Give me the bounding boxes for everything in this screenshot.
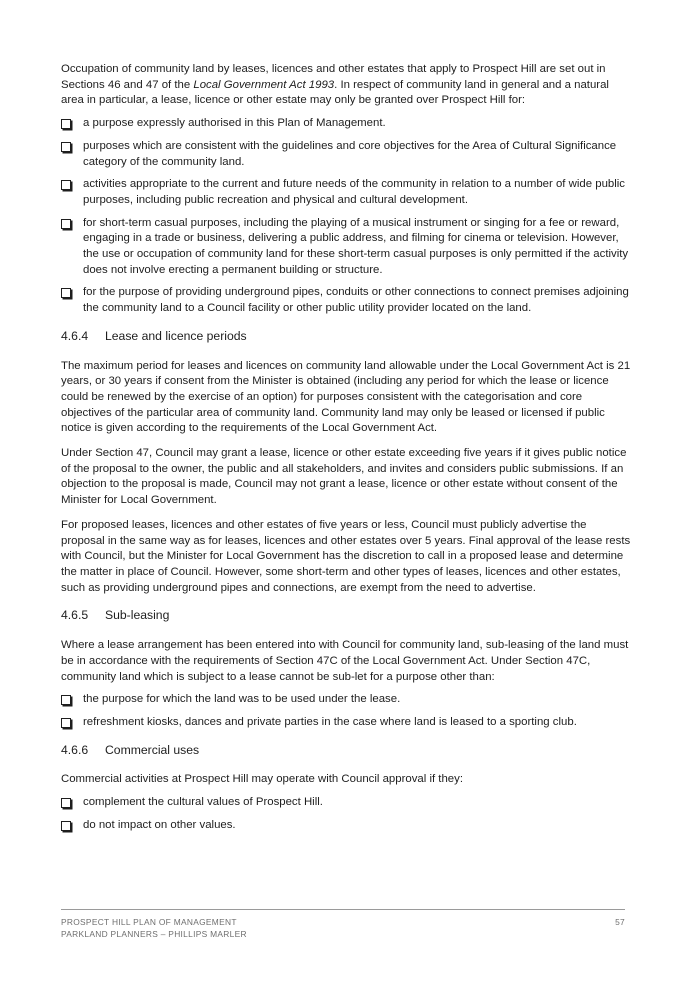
checkbox-bullet-icon bbox=[61, 695, 71, 705]
checkbox-bullet-icon bbox=[61, 119, 71, 129]
checkbox-bullet-icon bbox=[61, 821, 71, 831]
section-heading-4-6-6 bbox=[61, 743, 631, 759]
list-item: do not impact on other values. bbox=[61, 818, 631, 834]
checkbox-bullet-icon bbox=[61, 718, 71, 728]
footer-author: PARKLAND PLANNERS – PHILLIPS MARLER bbox=[61, 929, 247, 939]
intro-text-1: Occupation of community land by leases, licences and other estates that apply to Prospect Hill are set out in Sections 46 and 47 of the bbox=[61, 63, 606, 91]
list-item: refreshment kiosks, dances and private parties in the case where land is leased to a sporting club. bbox=[61, 715, 631, 731]
page-footer bbox=[61, 909, 625, 940]
checkbox-bullet-icon bbox=[61, 798, 71, 808]
section-number: 4.6.6 bbox=[61, 742, 89, 757]
checkbox-bullet-icon bbox=[61, 288, 71, 298]
list-item: for the purpose of providing underground pipes, conduits or other connections to connect premises adjoining the community land to a Council facility or other public utility provider located on the land. bbox=[61, 285, 631, 316]
section-number: 4.6.5 bbox=[61, 608, 89, 623]
section-47-paragraph: Under Section 47, Council may grant a lease, licence or other estate exceeding five years if it gives public notice of the proposal to the owner, the public and all stakeholders, and invites and considers public submissions. If an objection to the proposal is made, Council may not grant a lease, licence or other estate without consent of the Minister for Local Government. bbox=[61, 447, 627, 507]
list-item: for short-term casual purposes, including the playing of a musical instrument or singing for a fee or reward, engaging in a trade or business, delivering a public address, and filming for cinema or television. However, the use or occupation of community land for these short-term casual purposes is only permitted if the activity does not involve erecting a permanent building or structure. bbox=[61, 216, 631, 279]
sub-leasing-bullet-list bbox=[61, 692, 631, 730]
list-item: activities appropriate to the current and future needs of the community in relation to a number of wide public purposes, including public recreation and physical and cultural development. bbox=[61, 177, 631, 208]
checkbox-bullet-icon bbox=[61, 219, 71, 229]
advertise-paragraph: For proposed leases, licences and other estates of five years or less, Council must publicly advertise the proposal in the same way as for leases, licences and other estates over 5 years. Final approval of the lease rests with Council, but the Minister for Local Government has the discretion to call in a proposed lease and determine the matter in place of Council. However, some short-term and other types of leases, licences and other estates, such as providing underground pipes and connections, are exempt from the need to advertise. bbox=[61, 518, 631, 594]
section-heading-4-6-5 bbox=[61, 608, 631, 624]
section-heading-4-6-4 bbox=[61, 329, 631, 345]
section-number: 4.6.4 bbox=[61, 328, 89, 343]
section-title: Commercial uses bbox=[105, 742, 200, 757]
list-item: purposes which are consistent with the guidelines and core objectives for the Area of Cultural Significance category of the community land. bbox=[61, 139, 631, 170]
section-title: Sub-leasing bbox=[105, 608, 170, 623]
intro-text-2: . In respect of community land in general and a natural area in particular, a lease, licence or other estate may only be granted over Prospect Hill for: bbox=[61, 78, 609, 107]
page-number: 57 bbox=[615, 917, 625, 927]
document-page bbox=[61, 62, 631, 840]
commercial-uses-paragraph: Commercial activities at Prospect Hill may operate with Council approval if they: bbox=[61, 773, 463, 786]
checkbox-bullet-icon bbox=[61, 142, 71, 152]
checkbox-bullet-icon bbox=[61, 180, 71, 190]
list-item: complement the cultural values of Prospect Hill. bbox=[61, 795, 631, 811]
commercial-uses-bullet-list bbox=[61, 795, 631, 833]
footer-document-title: PROSPECT HILL PLAN OF MANAGEMENT bbox=[61, 917, 237, 927]
intro-paragraph bbox=[61, 62, 631, 109]
section-title: Lease and licence periods bbox=[105, 328, 247, 343]
list-item: the purpose for which the land was to be used under the lease. bbox=[61, 692, 631, 708]
list-item: a purpose expressly authorised in this Plan of Management. bbox=[61, 116, 631, 132]
lease-period-paragraph: The maximum period for leases and licences on community land allowable under the Local Government Act is 21 years, or 30 years if consent from the Minister is obtained (including any period for which the lease or licence could be renewed by the exercise of an option) for purposes consistent with the categorisation and core objectives of the particular area of community land. Community land may only be leased or licensed if public notice is given according to the requirements of the Local Government Act. bbox=[61, 359, 631, 435]
act-title: Local Government Act 1993 bbox=[193, 78, 335, 91]
sub-leasing-paragraph: Where a lease arrangement has been entered into with Council for community land, sub-leasing of the land must be in accordance with the requirements of Section 47C of the Local Government Act. Under Section 47C, community land which is subject to a lease cannot be sub-let for a purpose other than: bbox=[61, 639, 629, 683]
intro-bullet-list bbox=[61, 116, 631, 317]
